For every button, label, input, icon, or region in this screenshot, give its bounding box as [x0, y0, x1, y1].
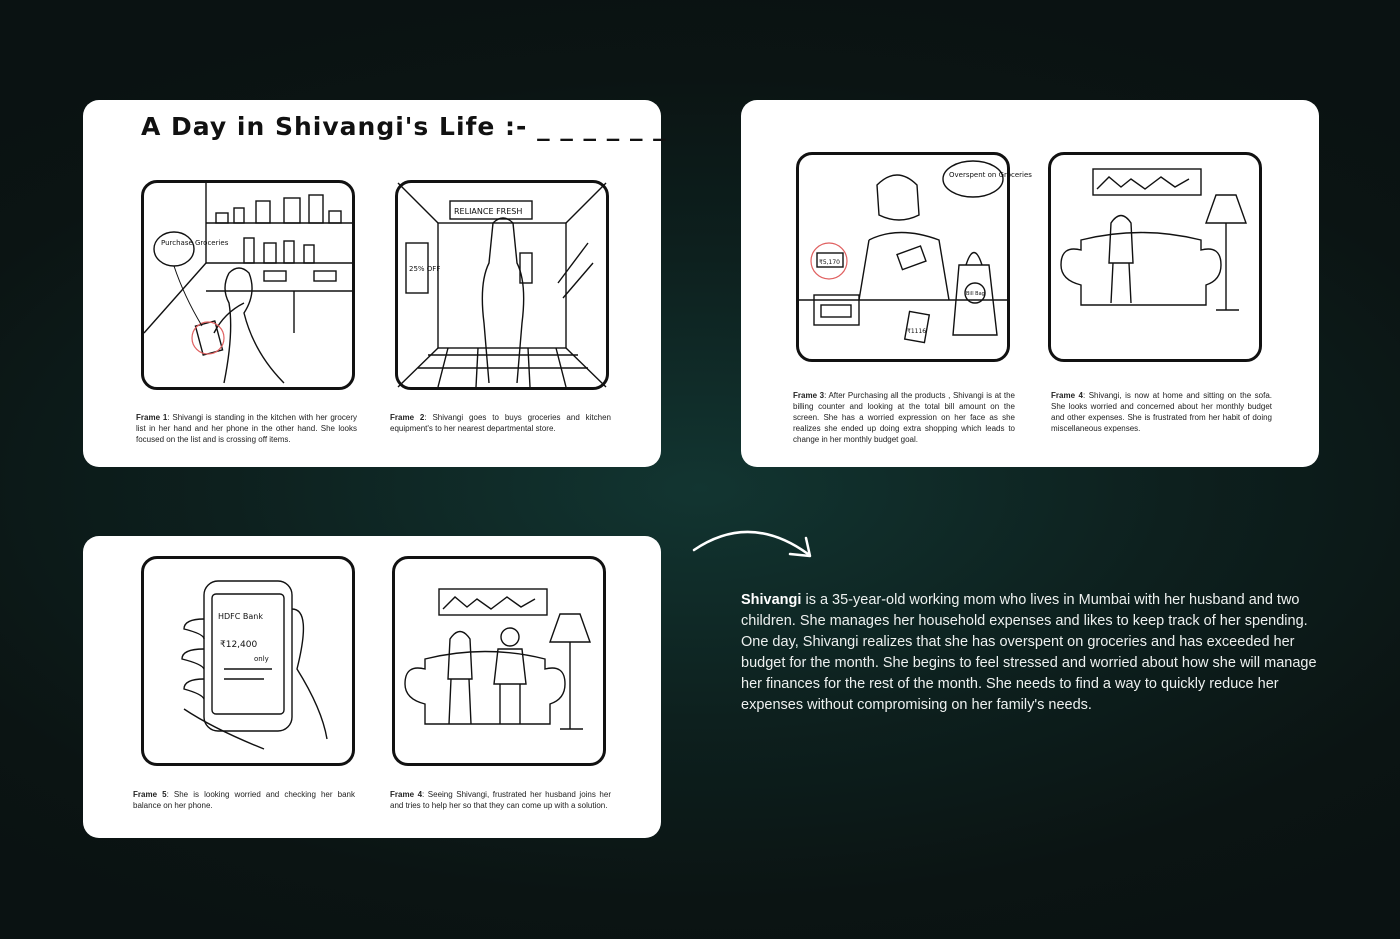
frame-1-caption: Frame 1: Shivangi is standing in the kitchen with her grocery list in her hand and her phone in the other hand. She looks focused on the list and is crossing off items.	[136, 413, 357, 444]
frame-2-label: Frame 2	[390, 413, 425, 422]
frame-2-sketch	[395, 180, 609, 390]
storyboard-card-3	[83, 536, 661, 838]
balance-text: ₹12,400	[220, 640, 258, 650]
storyboard-title: A Day in Shivangi's Life :- _ _ _ _ _ _	[141, 112, 667, 141]
persona-text: is a 35-year-old working mom who lives in Mumbai with her husband and two children. She manages her household expenses and likes to keep track of her spending. One day, Shivangi realizes that she has overspent on groceries and has exceeded her budget for the month. She begins to feel stressed and worried about how she will manage her finances for the rest of the month. She needs to find a way to quickly reduce her expenses without compromising on her family's needs.	[741, 592, 1317, 713]
frame-6-sketch	[392, 556, 606, 766]
storyboard-card-1	[83, 100, 667, 467]
frame-1-sketch	[141, 180, 355, 390]
bubble-3-text: Overspent on Groceries	[949, 171, 1032, 179]
frame-6-caption: Frame 4: Seeing Shivangi, frustrated her husband joins her and tries to help her so that they can come up with a solution.	[390, 790, 611, 810]
receipt-text: ₹1116	[907, 328, 927, 335]
frame-2-caption: Frame 2: Shivangi goes to buys groceries and kitchen equipment's to her nearest departmental store.	[390, 413, 612, 433]
frame-5-caption: Frame 5: She is looking worried and checking her bank balance on her phone.	[133, 790, 355, 810]
bag-text: Bill Bag	[966, 291, 985, 297]
frame-3-caption: Frame 3: After Purchasing all the products , Shivangi is at the billing counter and looking at the total bill amount on the screen. She has a worried expression on her face as she realizes she ended up doing extra shopping which leads to change in her monthly budget goal.	[793, 391, 1015, 444]
storyboard-card-2	[741, 100, 1319, 467]
frame-1-label: Frame 1	[136, 413, 168, 422]
persona-description	[741, 590, 1321, 716]
bank-name-text: HDFC Bank	[218, 612, 263, 621]
persona-name: Shivangi	[741, 592, 802, 608]
balance-note-text: only	[254, 655, 269, 663]
frame-4-label: Frame 4	[1051, 391, 1083, 400]
frame-3-sketch	[796, 152, 1032, 362]
frame-6-label: Frame 4	[390, 790, 423, 799]
curved-arrow-icon	[690, 518, 822, 568]
bubble-1-text: Purchase Groceries	[161, 239, 229, 247]
frame-4-caption: Frame 4: Shivangi, is now at home and sitting on the sofa. She looks worried and concerned about her monthly budget and other expenses. She is frustrated from her habit of doing miscellaneous expenses.	[1051, 391, 1273, 433]
discount-text: 25% OFF	[409, 265, 441, 273]
store-sign-text: RELIANCE FRESH	[454, 207, 523, 216]
frame-5-label: Frame 5	[133, 790, 167, 799]
frame-4-sketch	[1048, 152, 1262, 362]
bill-screen-text: ₹5,170	[819, 259, 840, 266]
frame-3-label: Frame 3	[793, 391, 825, 400]
frame-5-sketch	[141, 556, 355, 766]
